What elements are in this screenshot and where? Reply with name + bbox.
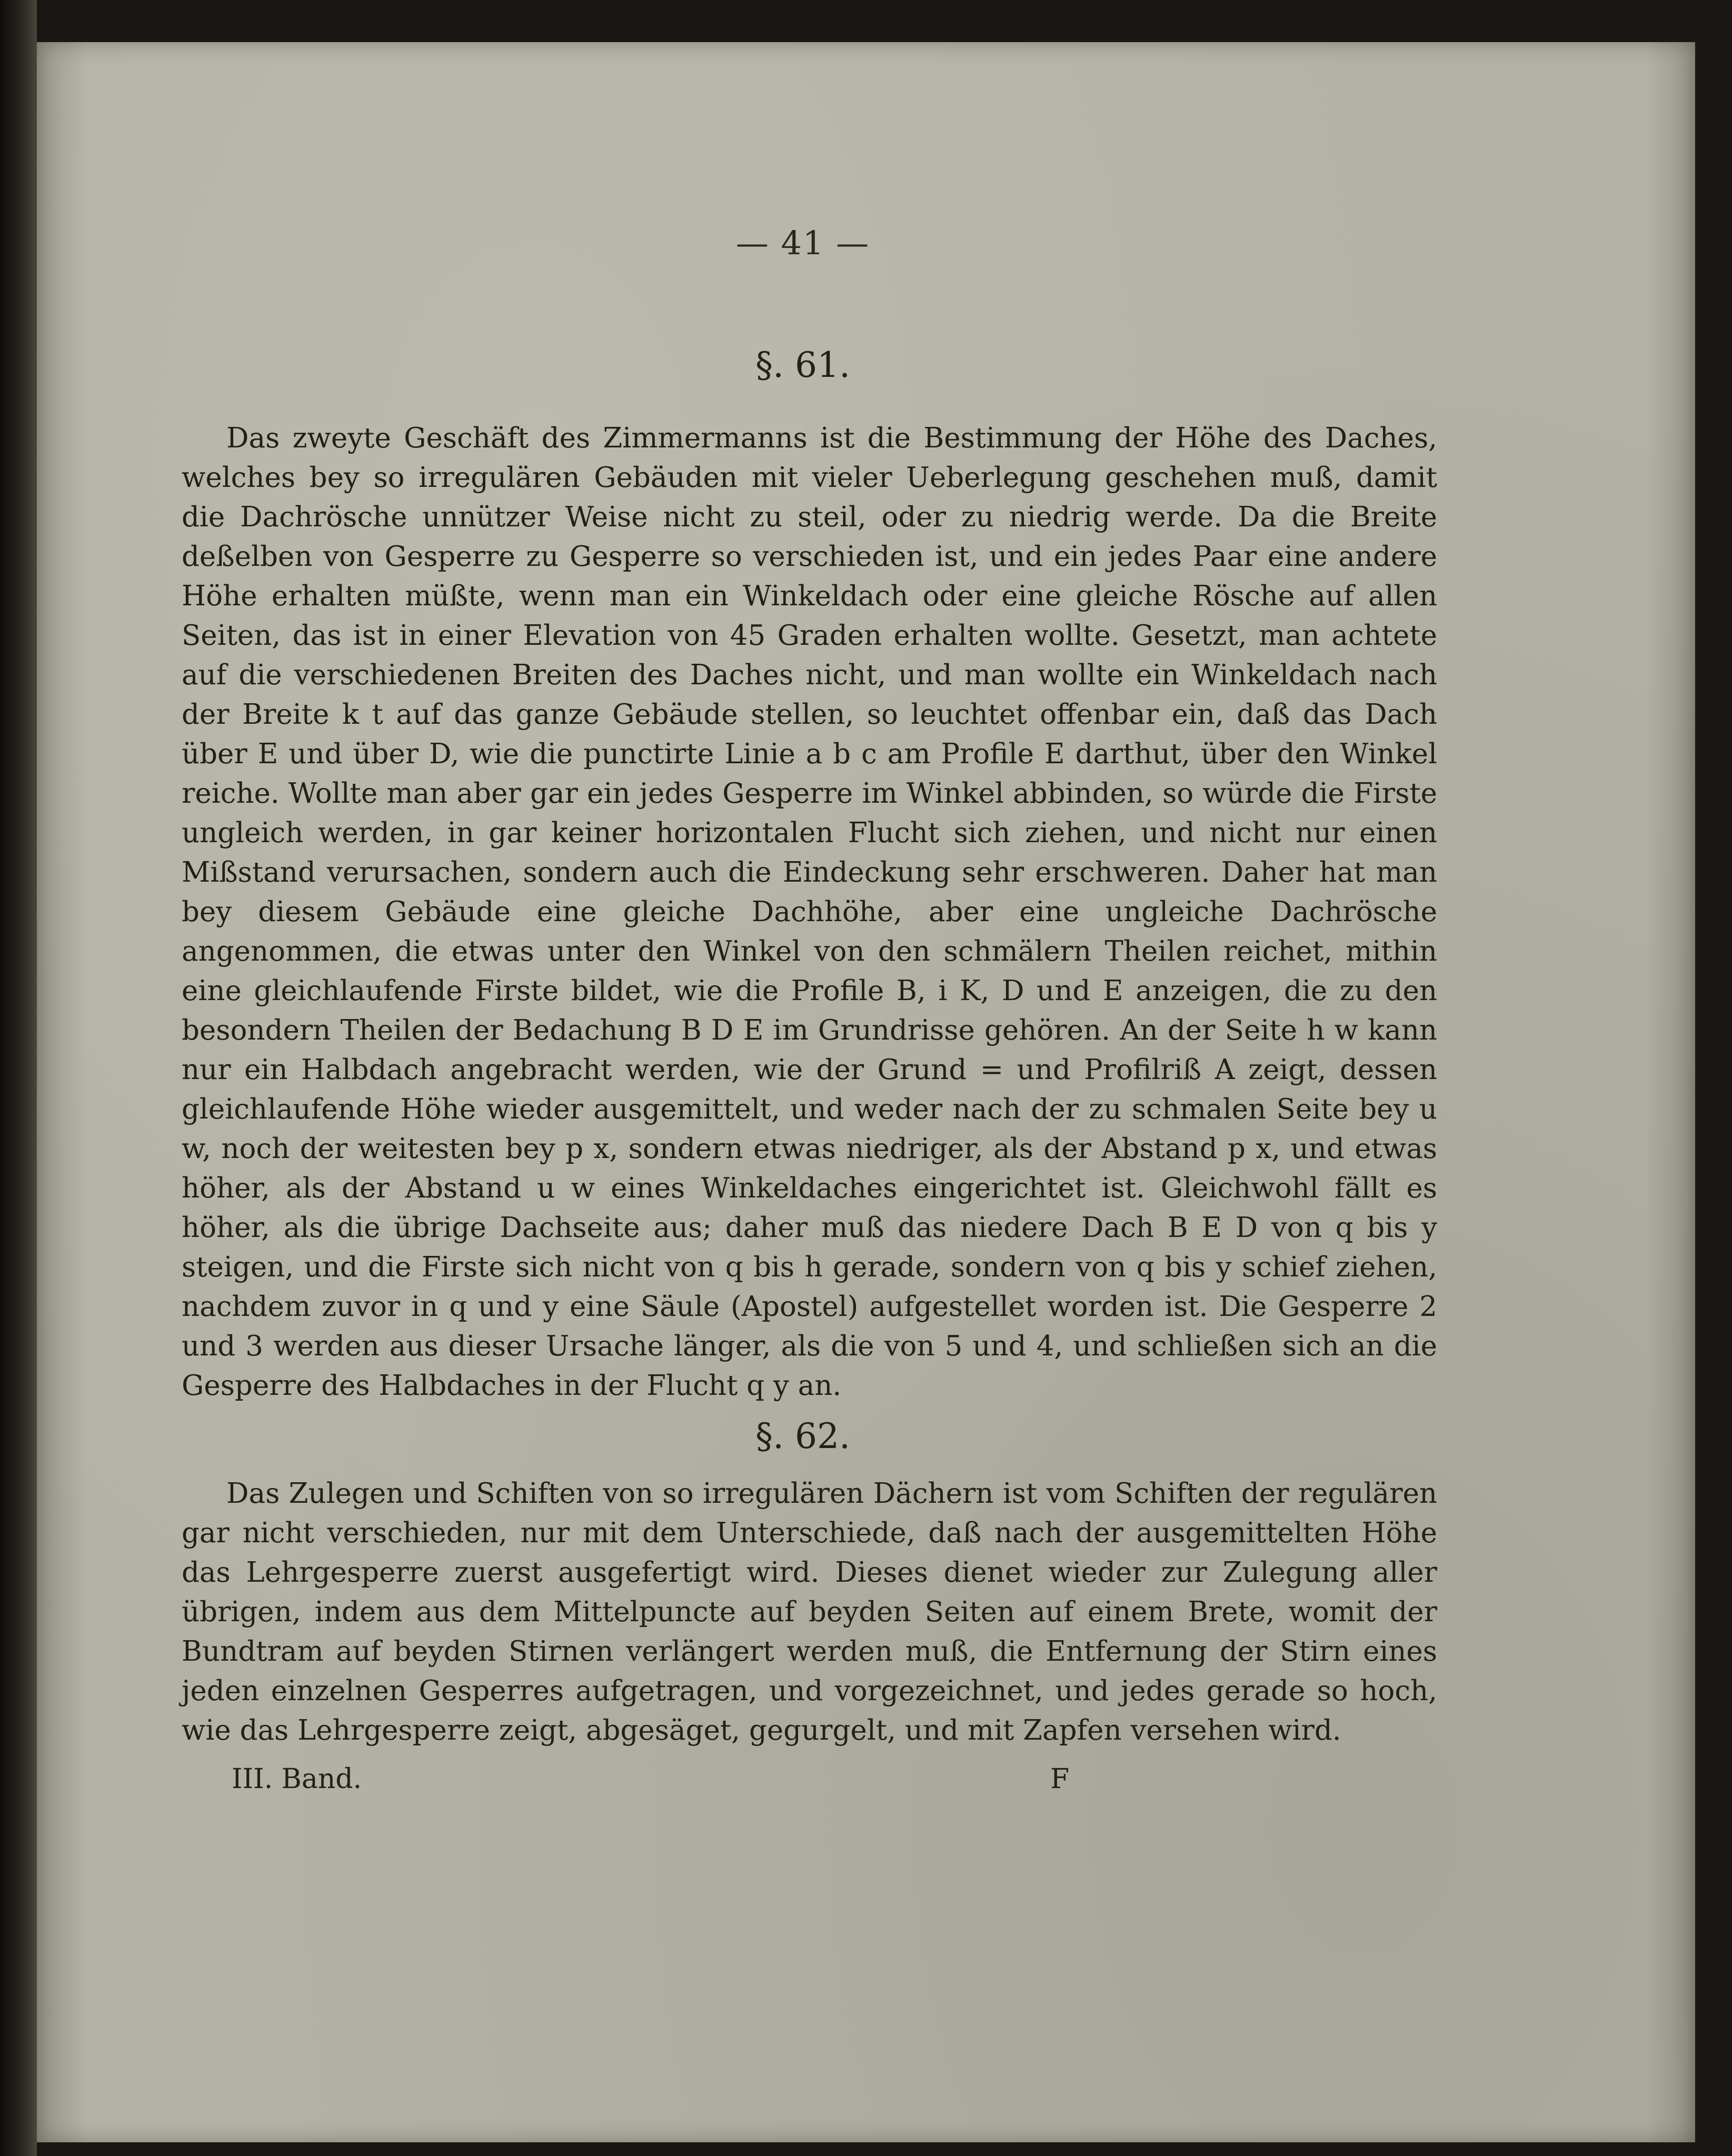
section-62-text: Das Zulegen und Schiften von so irregulären Dächern ist vom Schiften der regulären gar nicht verschieden, nur mit dem Unterschiede, daß nach der ausgemittelten Höhe das Lehrgesperre zuerst ausgefertigt wird. Dieses dienet wieder zur Zulegung aller übrigen, indem aus dem Mittelpuncte auf beyden Seiten auf einem Brete, womit der Bundtram auf beyden Stirnen verlängert werden muß, die Entfernung der Stirn eines jeden einzelnen Gesperres aufgetragen, und vorgezeichnet, und jedes gerade so hoch, wie das Lehrgesperre zeigt, abgesäget, gegurgelt, und mit Zapfen versehen wird. [182, 1478, 1437, 1746]
section-heading-61: §. 61. [755, 345, 850, 385]
page-number: — 41 — [735, 224, 870, 262]
footer-signature-mark: F [1050, 1763, 1070, 1795]
book-page [37, 42, 1695, 2142]
section-61-text: Das zweyte Geschäft des Zimmermanns ist die Bestimmung der Höhe des Daches, welches bey so irregulären Gebäuden mit vieler Ueberlegung geschehen muß, damit die Dachrösche unnützer Weise nicht zu steil, oder zu niedrig werde. Da die Breite deßelben von Gesperre zu Gesperre so verschieden ist, und ein jedes Paar eine andere Höhe erhalten müßte, wenn man ein Winkeldach oder eine gleiche Rösche auf allen Seiten, das ist in einer Elevation von 45 Graden erhalten wollte. Gesetzt, man achtete auf die verschiedenen Breiten des Daches nicht, und man wollte ein Winkeldach nach der Breite k t auf das ganze Gebäude stellen, so leuchtet offenbar ein, daß das Dach über E und über D, wie die punctirte Linie a b c am Profile E darthut, über den Winkel reiche. Wollte man aber gar ein jedes Gesperre im Winkel abbinden, so würde die Firste ungleich werden, in gar keiner horizontalen Flucht sich ziehen, und nicht nur einen Mißstand verursachen, sondern auch die Eindeckung sehr erschweren. Daher hat man bey diesem Gebäude eine gleiche Dachhöhe, aber eine ungleiche Dachrösche angenommen, die etwas unter den Winkel von den schmälern Theilen reichet, mithin eine gleichlaufende Firste bildet, wie die Profile B, i K, D und E anzeigen, die zu den besondern Theilen der Bedachung B D E im Grundrisse gehören. An der Seite h w kann nur ein Halbdach angebracht werden, wie der Grund = und Profilriß A zeigt, dessen gleichlaufende Höhe wieder ausgemittelt, und weder nach der zu schmalen Seite bey u w, noch der weitesten bey p x, sondern etwas niedriger, als der Abstand p x, und etwas höher, als der Abstand u w eines Winkeldaches eingerichtet ist. Gleichwohl fällt es höher, als die übrige Dachseite aus; daher muß das niedere Dach B E D von q bis y steigen, und die Firste sich nicht von q bis h gerade, sondern von q bis y schief ziehen, nachdem zuvor in q und y eine Säule (Apostel) aufgestellet worden ist. Die Gesperre 2 und 3 werden aus dieser Ursache länger, als die von 5 und 4, und schließen sich an die Gesperre des Halbdaches in der Flucht q y an. [182, 422, 1437, 1402]
book-binding-edge [0, 0, 37, 2156]
footer-volume-label: III. Band. [232, 1763, 362, 1795]
section-heading-62: §. 62. [755, 1416, 850, 1456]
